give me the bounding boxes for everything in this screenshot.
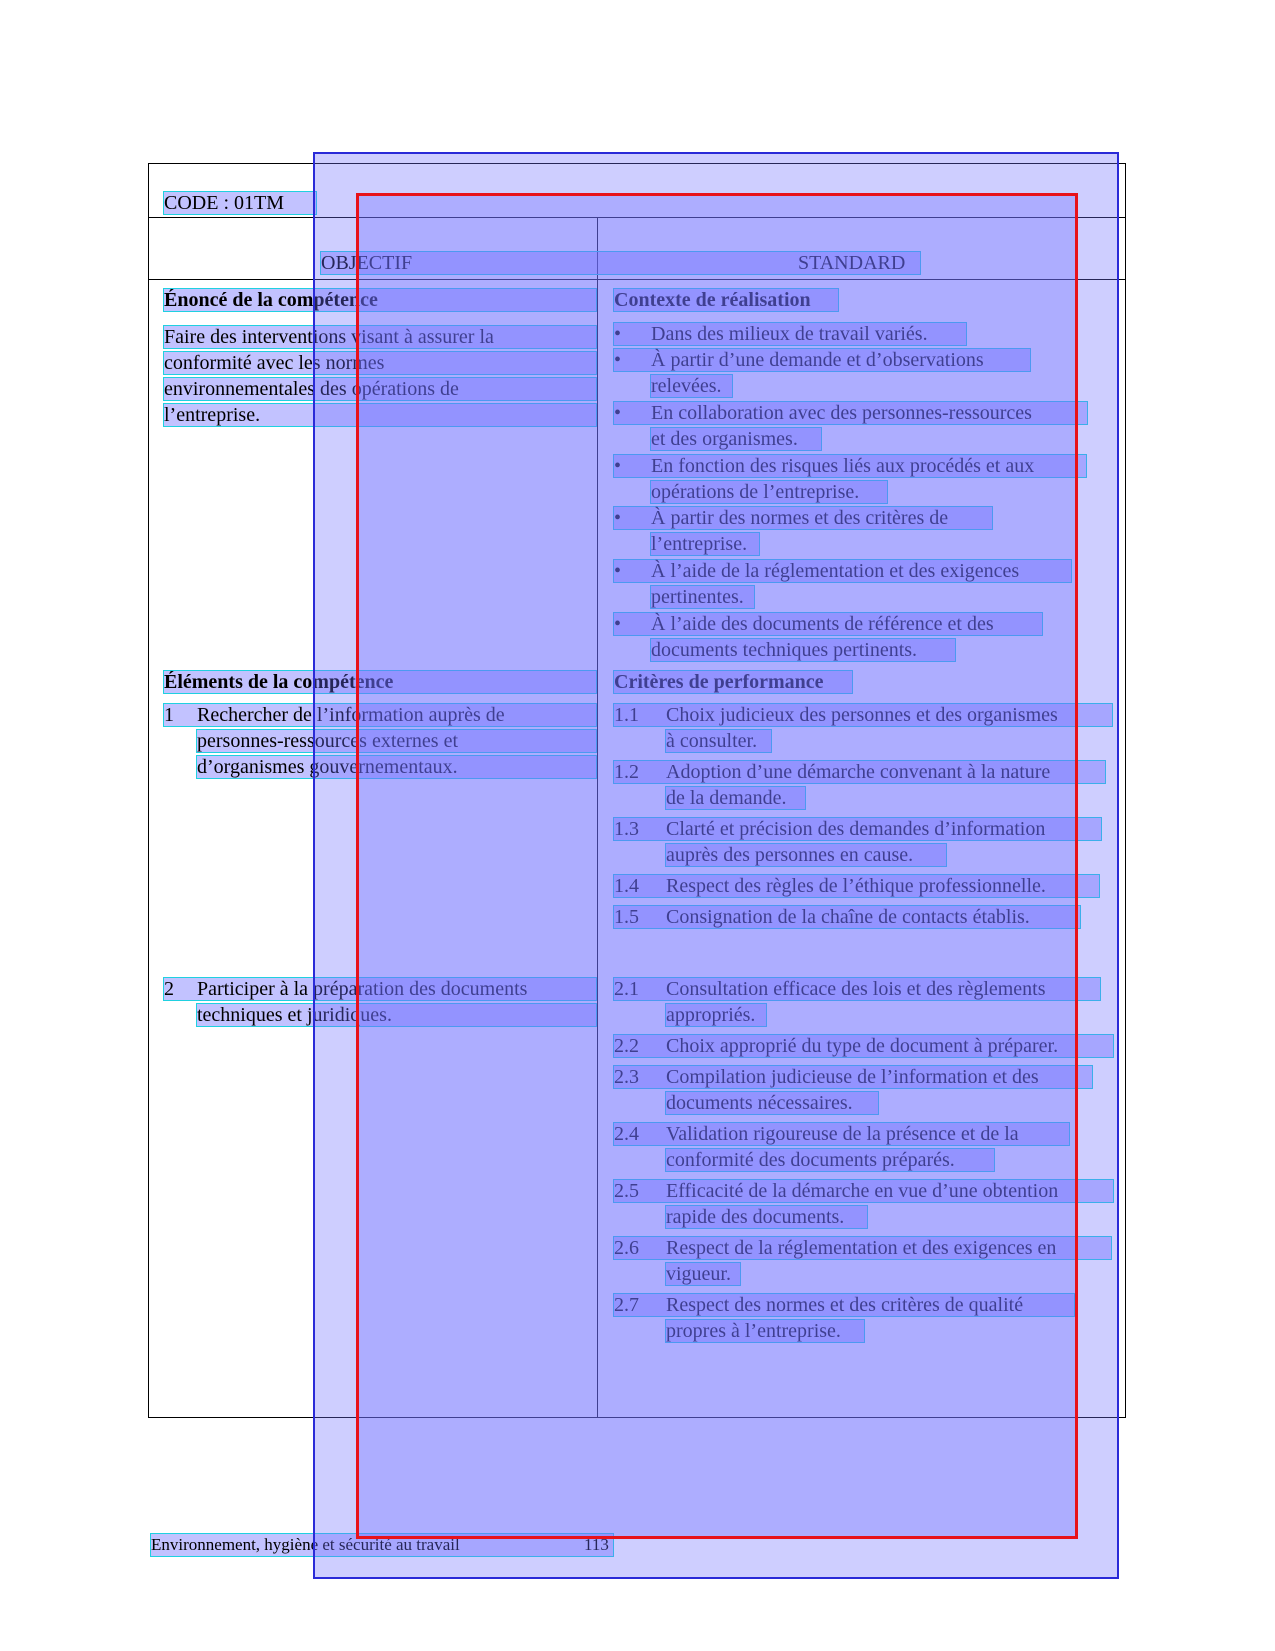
- element-1-number: 1: [164, 704, 174, 726]
- contexte-bullet-6: [614, 560, 1071, 582]
- contexte-bullet-7-text: À l’aide des documents de référence et des: [651, 613, 994, 635]
- criterion-text: Adoption d’une démarche convenant à la nature: [666, 761, 1051, 783]
- page-number: 113: [584, 1535, 609, 1554]
- contexte-bullet-6-cont: pertinentes.: [651, 586, 754, 608]
- element-1-text: Rechercher de l’information auprès de: [197, 704, 505, 726]
- criterion-1-1-cont: à consulter.: [666, 730, 771, 752]
- criterion-1-1: [614, 704, 1112, 726]
- criterion-1-5: [614, 906, 1080, 928]
- contexte-bullet-3-text: En collaboration avec des personnes-ressources: [651, 402, 1032, 424]
- criterion-2-3-cont: documents nécessaires.: [666, 1092, 878, 1114]
- criterion-text: Consultation efficace des lois et des règlements: [666, 978, 1046, 1000]
- criterion-number: 1.3: [614, 818, 639, 840]
- bullet-icon: •: [614, 349, 622, 371]
- bullet-icon: •: [614, 455, 622, 477]
- element-1-line-2: personnes-ressources externes et: [197, 730, 596, 752]
- criterion-1-3-cont: auprès des personnes en cause.: [666, 844, 946, 866]
- contexte-bullet-7-cont: documents techniques pertinents.: [651, 639, 955, 661]
- contexte-bullet-4-cont: opérations de l’entreprise.: [651, 481, 887, 503]
- contexte-bullet-2-cont: relevées.: [651, 375, 732, 397]
- criterion-2-3: [614, 1066, 1092, 1088]
- contexte-bullet-5-text: À partir des normes et des critères de: [651, 507, 949, 529]
- standard-label: STANDARD: [798, 252, 906, 274]
- criterion-2-4-cont: conformité des documents préparés.: [666, 1149, 994, 1171]
- criterion-number: 1.5: [614, 906, 639, 928]
- objectif-label: OBJECTIF: [321, 252, 413, 274]
- element-1-line-3: d’organismes gouvernementaux.: [197, 756, 596, 778]
- elements-title: Éléments de la compétence: [164, 671, 596, 693]
- criteres-title: Critères de performance: [614, 671, 852, 693]
- criterion-text: Consignation de la chaîne de contacts établis.: [666, 906, 1030, 928]
- criterion-2-1-cont: appropriés.: [666, 1004, 766, 1026]
- contexte-bullet-1-text: Dans des milieux de travail variés.: [651, 323, 928, 345]
- criterion-number: 1.4: [614, 875, 639, 897]
- contexte-bullet-3-cont: et des organismes.: [651, 428, 821, 450]
- criterion-1-3: [614, 818, 1101, 840]
- criterion-text: Compilation judicieuse de l’information et des: [666, 1066, 1039, 1088]
- criterion-number: 1.1: [614, 704, 639, 726]
- criterion-number: 2.6: [614, 1237, 639, 1259]
- contexte-bullet-4-text: En fonction des risques liés aux procédés et aux: [651, 455, 1035, 477]
- element-2-text: Participer à la préparation des documents: [197, 978, 528, 1000]
- column-header-objectif: [321, 252, 920, 274]
- bullet-icon: •: [614, 613, 622, 635]
- criterion-2-4: [614, 1123, 1069, 1145]
- bullet-icon: •: [614, 560, 622, 582]
- bullet-icon: •: [614, 507, 622, 529]
- criterion-text: Validation rigoureuse de la présence et de la: [666, 1123, 1019, 1145]
- page-footer: [151, 1534, 613, 1556]
- criterion-number: 2.7: [614, 1294, 639, 1316]
- bullet-icon: •: [614, 323, 622, 345]
- bullet-icon: •: [614, 402, 622, 424]
- contexte-bullet-7: [614, 613, 1042, 635]
- criterion-2-2: [614, 1035, 1113, 1057]
- element-1-line-1: [164, 704, 596, 726]
- criterion-2-6: [614, 1237, 1111, 1259]
- column-header-divider: [148, 279, 1126, 280]
- contexte-bullet-2-text: À partir d’une demande et d’observations: [651, 349, 984, 371]
- criterion-1-2: [614, 761, 1105, 783]
- contexte-bullet-5-cont: l’entreprise.: [651, 533, 759, 555]
- criterion-number: 2.3: [614, 1066, 639, 1088]
- criterion-text: Respect de la réglementation et des exigences en: [666, 1237, 1057, 1259]
- column-divider: [597, 217, 598, 1418]
- enonce-title: Énoncé de la compétence: [164, 289, 596, 311]
- code-label: CODE : 01TM: [164, 192, 316, 214]
- criterion-text: Choix approprié du type de document à préparer.: [666, 1035, 1059, 1057]
- criterion-text: Efficacité de la démarche en vue d’une obtention: [666, 1180, 1059, 1202]
- enonce-line-1: Faire des interventions visant à assurer la: [164, 326, 596, 348]
- criterion-1-2-cont: de la demande.: [666, 787, 805, 809]
- contexte-bullet-3: [614, 402, 1087, 424]
- contexte-bullet-5: [614, 507, 992, 529]
- criterion-2-5-cont: rapide des documents.: [666, 1206, 867, 1228]
- contexte-bullet-6-text: À l’aide de la réglementation et des exigences: [651, 560, 1020, 582]
- contexte-bullet-1: [614, 323, 966, 345]
- criterion-text: Respect des règles de l’éthique professionnelle.: [666, 875, 1046, 897]
- criterion-number: 2.5: [614, 1180, 639, 1202]
- criterion-number: 2.1: [614, 978, 639, 1000]
- enonce-line-3: environnementales des opérations de: [164, 378, 596, 400]
- criterion-text: Choix judicieux des personnes et des organismes: [666, 704, 1058, 726]
- contexte-bullet-2: [614, 349, 1030, 371]
- contexte-title: Contexte de réalisation: [614, 289, 838, 311]
- header-divider: [148, 217, 1126, 218]
- contexte-bullet-4: [614, 455, 1086, 477]
- element-2-number: 2: [164, 978, 174, 1000]
- criterion-number: 2.2: [614, 1035, 639, 1057]
- criterion-number: 2.4: [614, 1123, 639, 1145]
- footer-text: Environnement, hygiène et sécurité au travail: [151, 1535, 460, 1554]
- criterion-text: Respect des normes et des critères de qualité: [666, 1294, 1024, 1316]
- criterion-text: Clarté et précision des demandes d’information: [666, 818, 1046, 840]
- element-2-line-1: [164, 978, 596, 1000]
- enonce-line-2: conformité avec les normes: [164, 352, 596, 374]
- criterion-2-7-cont: propres à l’entreprise.: [666, 1320, 864, 1342]
- criterion-2-1: [614, 978, 1100, 1000]
- enonce-line-4: l’entreprise.: [164, 404, 596, 426]
- criterion-number: 1.2: [614, 761, 639, 783]
- criterion-2-5: [614, 1180, 1113, 1202]
- criterion-2-7: [614, 1294, 1074, 1316]
- element-2-line-2: techniques et juridiques.: [197, 1004, 596, 1026]
- criterion-2-6-cont: vigueur.: [666, 1263, 740, 1285]
- criterion-1-4: [614, 875, 1099, 897]
